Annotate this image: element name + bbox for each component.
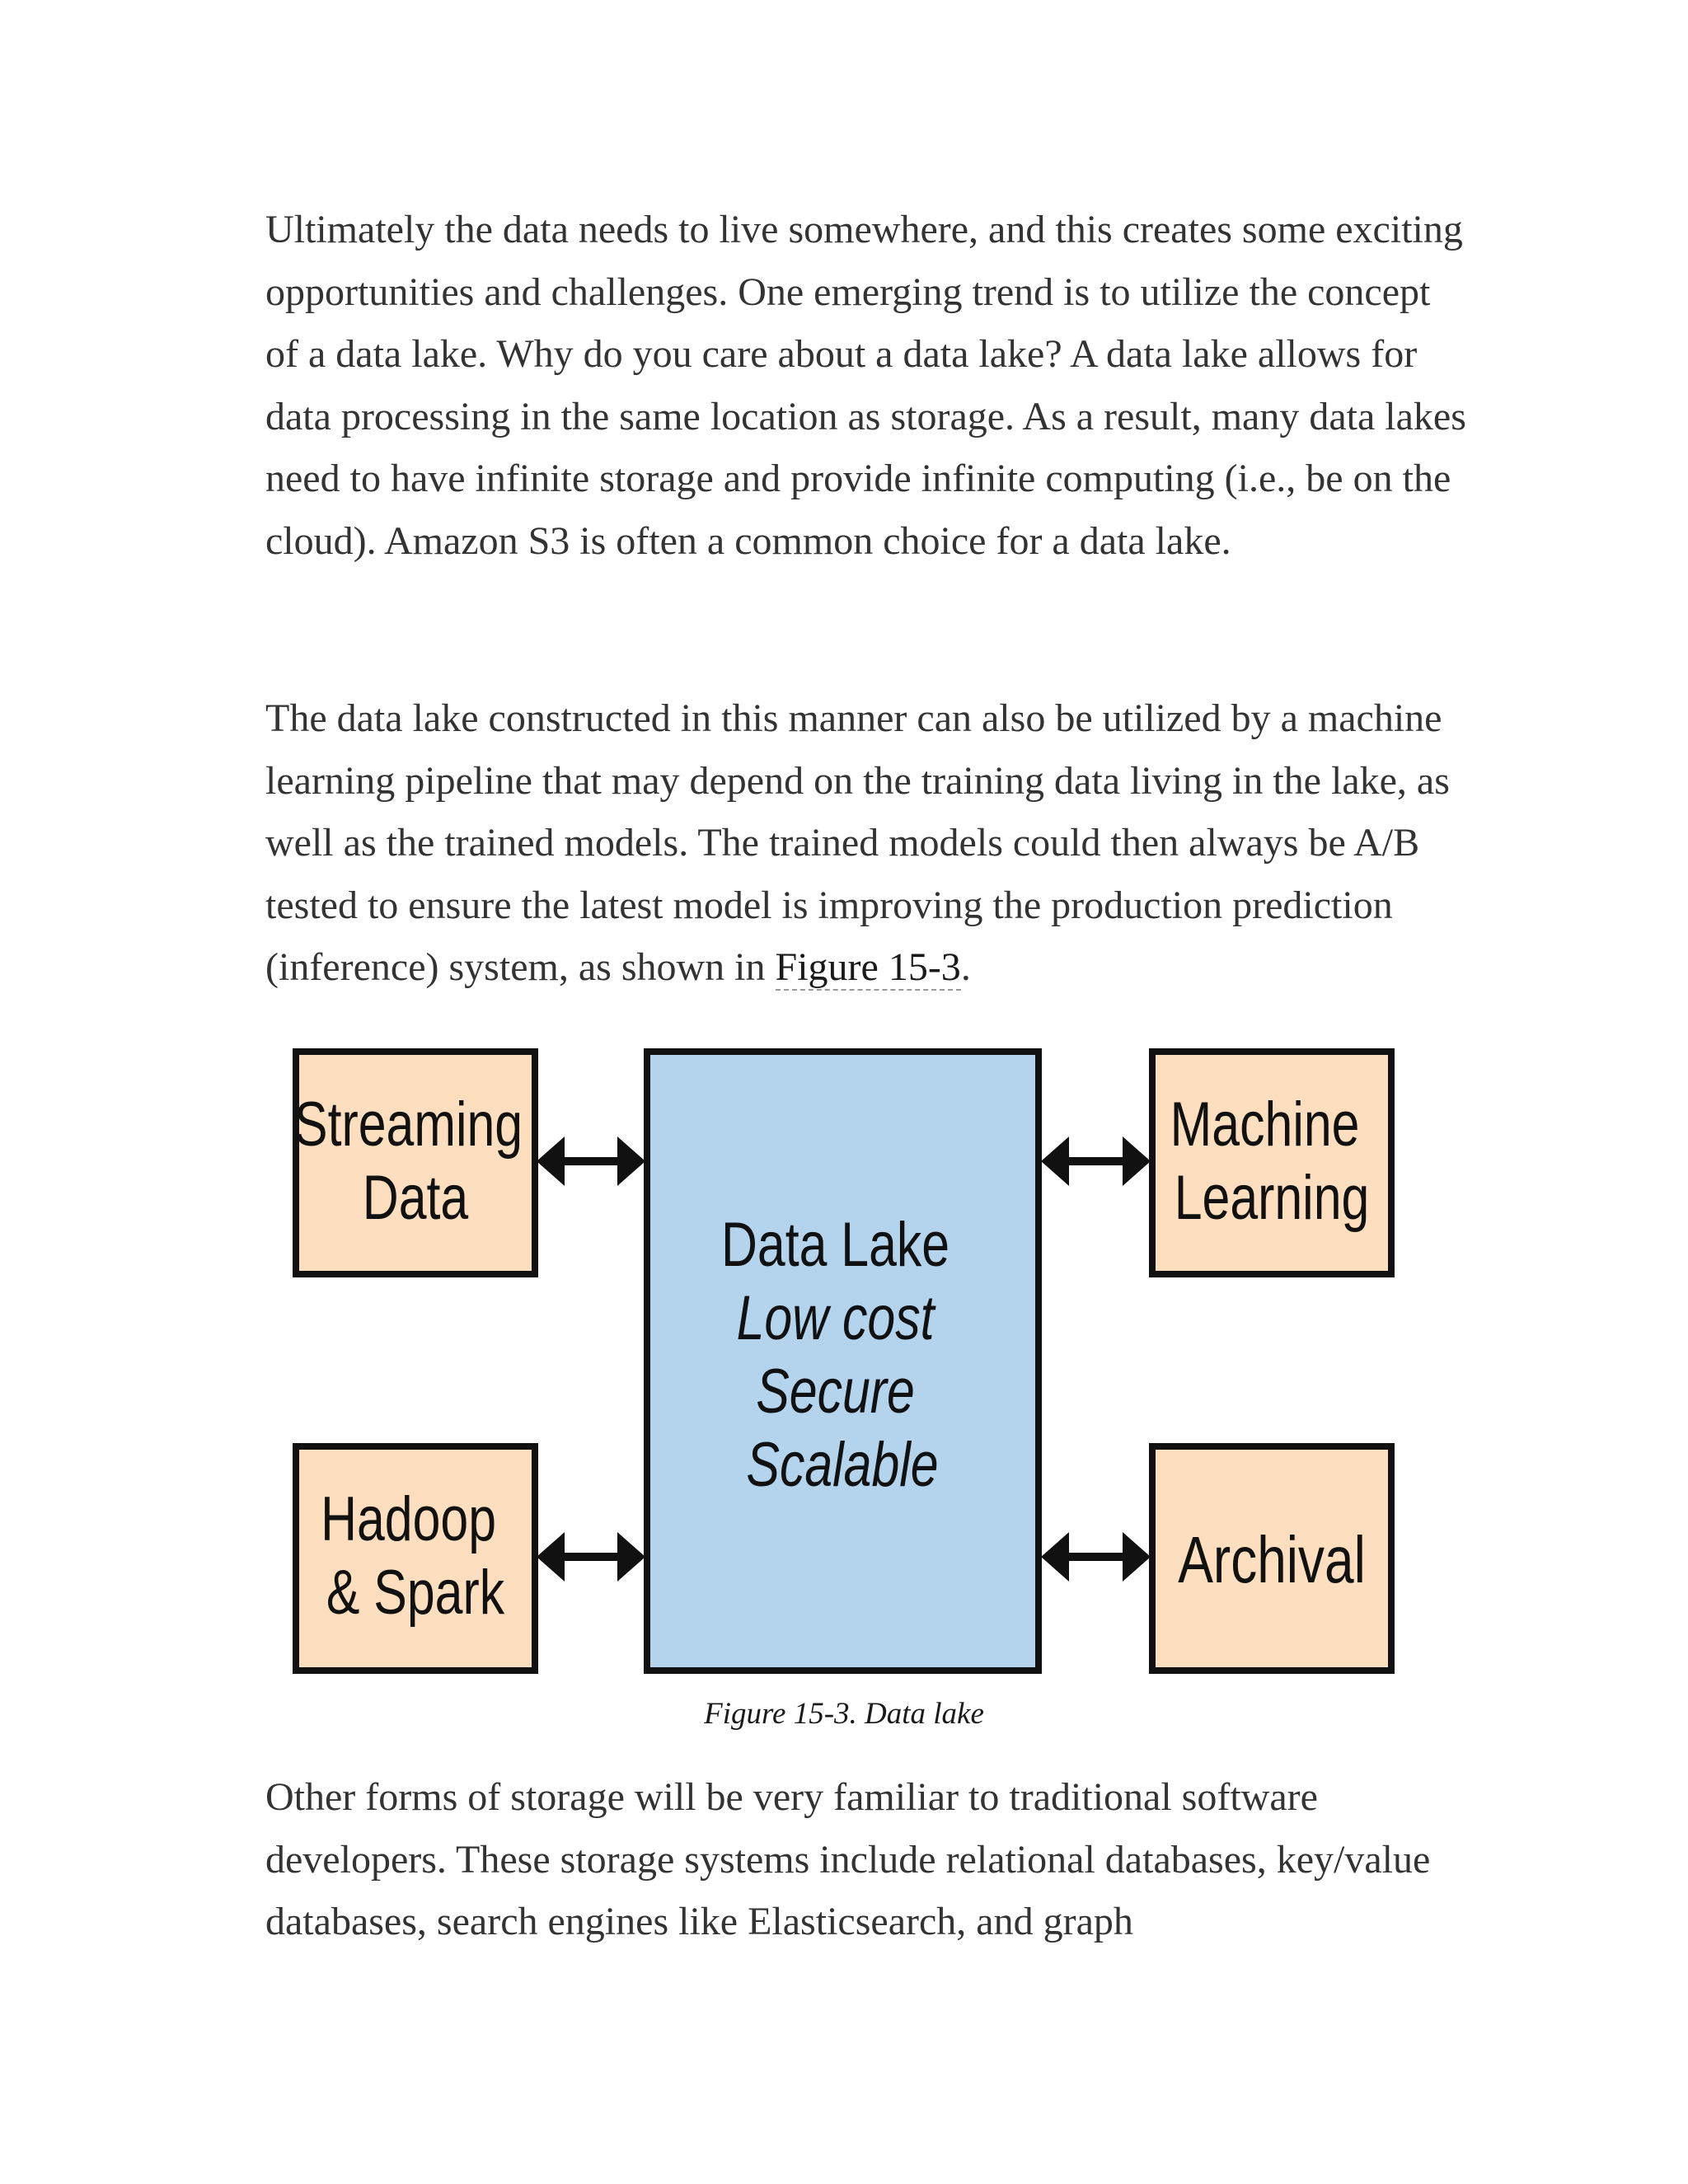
figure-caption: Figure 15-3. Data lake: [704, 1697, 984, 1731]
arrow-hadoop-to-lake: [537, 1532, 645, 1582]
data-lake-feature-secure: Secure: [756, 1356, 915, 1427]
paragraph-data-lake-intro: Ultimately the data needs to live somewhere, and this creates some exciting opportunities and challenges. One emerging trend is to utilize the concept of a data lake. Why do you care about a data lake? A data lake allows for data processing in the same location as storage. As a result, many data lakes need to have infinite storage and provide infinite computing (i.e., be on the cloud). Amazon S3 is often a common choice for a data lake.: [265, 208, 1466, 563]
machine-learning-label-line2: Learning: [1174, 1162, 1370, 1233]
figure-reference-link[interactable]: Figure 15-3: [775, 945, 961, 989]
data-lake-feature-low-cost: Low cost: [736, 1282, 935, 1353]
streaming-label-line1: Streaming: [294, 1089, 523, 1160]
arrow-streaming-to-lake: [537, 1137, 645, 1186]
arrow-lake-to-machine-learning: [1041, 1137, 1151, 1186]
archival-label: Archival: [1178, 1523, 1366, 1597]
arrow-lake-to-archival: [1041, 1532, 1151, 1582]
streaming-label-line2: Data: [362, 1162, 469, 1233]
paragraph-period: .: [960, 945, 971, 989]
paragraph-ml-pipeline: [265, 687, 1469, 999]
paragraph-other-storage: Other forms of storage will be very familiar to traditional software developers. These storage systems include relational databases, key/value databases, search engines like Elasticsearch, and graph: [265, 1775, 1431, 1943]
hadoop-label-line2: & Spark: [326, 1557, 505, 1628]
data-lake-title: Data Lake: [720, 1209, 950, 1280]
hadoop-label-line1: Hadoop: [321, 1483, 497, 1554]
svg-text:Archival: [1178, 1523, 1366, 1596]
data-lake-diagram: [293, 1048, 1401, 1683]
data-lake-feature-scalable: Scalable: [746, 1429, 939, 1500]
paragraph-text: The data lake constructed in this manner can also be utilized by a machine learning pipeline that may depend on the training data living in the lake, as well as the trained models. The trained models could then always be A/B tested to ensure the latest model is improving the production prediction (inference) system, as shown in: [265, 696, 1450, 989]
machine-learning-label-line1: Machine: [1170, 1089, 1360, 1160]
